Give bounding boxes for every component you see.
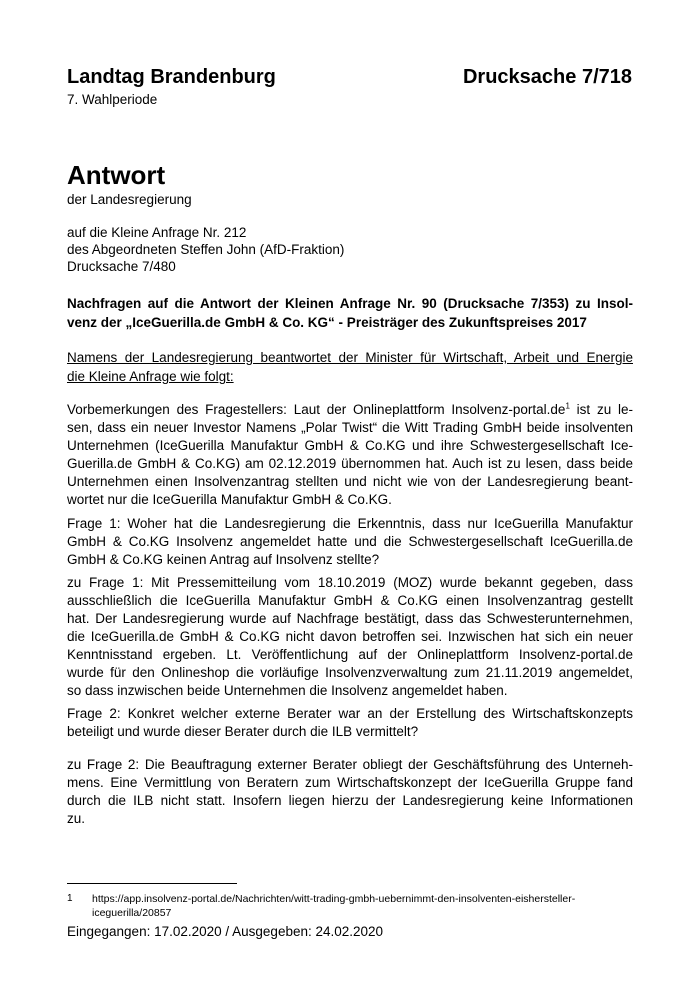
intro-line: Namens der Landesregierung beantwortet der Minister für Wirtschaft, Arbeit und Energie	[67, 350, 633, 365]
reference-block	[67, 224, 633, 275]
footnote-line: https://app.insolvenz-portal.de/Nachrichten/witt-trading-gmbh-uebernimmt-den-insolventen-eishersteller-	[92, 893, 576, 905]
intro-statement	[67, 348, 633, 386]
preliminary-remarks	[67, 401, 633, 509]
answer-line: ausschließlich die IceGuerilla Manufaktur GmbH & Co.KG einen Insolvenzantrag gestellt	[67, 593, 633, 608]
preliminary-line: sen, dass ein neuer Investor Namens „Polar Twist“ die Witt Trading GmbH beide insolventen	[67, 420, 633, 435]
preliminary-line: Unternehmen einen Insolvenzantrag stellten und nicht wie von der Landesregierung beant-	[67, 474, 633, 489]
question-1	[67, 515, 633, 569]
subject-line: Nachfragen auf die Antwort der Kleinen Anfrage Nr. 90 (Drucksache 7/353) zu Insol-	[67, 296, 633, 311]
footnote-marker: 1	[565, 401, 570, 411]
dates-footer: Eingegangen: 17.02.2020 / Ausgegeben: 24.02.2020	[67, 924, 384, 939]
footnote-divider	[67, 883, 237, 884]
answer-line: mens. Eine Vermittlung von Beratern zum Wirtschaftskonzept der IceGuerilla Gruppe fand	[67, 775, 633, 790]
answer-line: hat. Der Landesregierung wurde auf Nachfrage bestätigt, dass das Schwesterunternehmen,	[67, 611, 633, 626]
answer-line: wurde für den Onlineshop die vorläufige Insolvenzverwaltung zum 21.11.2019 angemeldet,	[67, 665, 633, 680]
footnote-line: iceguerilla/20857	[92, 907, 172, 919]
footnote	[67, 892, 633, 920]
question-line: GmbH & Co.KG Insolvenz angemeldet hatte und die Schwestergesellschaft IceGuerilla.de	[67, 534, 633, 549]
answer-line: zu.	[67, 811, 86, 826]
preliminary-text: Vorbemerkungen des Fragestellers: Laut der Onlineplattform Insolvenz-portal.de	[67, 402, 566, 417]
document-number: Drucksache 7/718	[462, 66, 632, 88]
question-line: Frage 1: Woher hat die Landesregierung die Erkenntnis, dass nur IceGuerilla Manufaktur	[67, 516, 633, 531]
answer-line: so dass inzwischen beide Unternehmen die Insolvenz angemeldet haben.	[67, 683, 508, 698]
reference-line: auf die Kleine Anfrage Nr. 212	[67, 225, 247, 240]
footnote-link	[92, 892, 633, 920]
answer-2	[67, 756, 633, 828]
page-subtitle: der Landesregierung	[67, 192, 192, 207]
reference-line: Drucksache 7/480	[67, 259, 176, 274]
preliminary-line: Guerilla.de GmbH & Co.KG) am 02.12.2019 übernommen hat. Auch ist zu lesen, dass beide	[67, 456, 633, 471]
answer-1	[67, 574, 633, 700]
question-line: Frage 2: Konkret welcher externe Berater war an der Erstellung des Wirtschaftskonzepts	[67, 706, 633, 721]
preliminary-line: wortet nur die IceGuerilla Manufaktur GmbH & Co.KG.	[67, 492, 392, 507]
question-line: beteiligt und wurde dieser Berater durch die ILB vermittelt?	[67, 724, 419, 739]
answer-line: Kenntnisstand ergeben. Lt. Veröffentlichung auf der Onlineplattform Insolvenz-portal.de	[67, 647, 633, 662]
parliament-name: Landtag Brandenburg	[67, 66, 276, 88]
page-title: Antwort	[67, 160, 166, 190]
question-2	[67, 705, 633, 741]
answer-line: zu Frage 1: Mit Pressemitteilung vom 18.10.2019 (MOZ) wurde bekannt gegeben, dass	[67, 575, 633, 590]
answer-line: die IceGuerilla.de GmbH & Co.KG nicht davon betroffen sei. Inzwischen hat sich ein neuer	[67, 629, 633, 644]
footnote-number: 1	[67, 893, 73, 904]
subject-heading	[67, 294, 633, 332]
preliminary-text: ist zu le-	[569, 402, 633, 417]
question-line: GmbH & Co.KG keinen Antrag auf Insolvenz stellte?	[67, 552, 380, 567]
subject-line: venz der „IceGuerilla.de GmbH & Co. KG“ - Preisträger des Zukunftspreises 2017	[67, 315, 587, 330]
preliminary-line: Unternehmen (IceGuerilla Manufaktur GmbH & Co.KG und ihre Schwestergesellschaft Ice-	[67, 438, 633, 453]
legislative-period: 7. Wahlperiode	[67, 92, 158, 107]
answer-line: zu Frage 2: Die Beauftragung externer Berater obliegt der Geschäftsführung des Unterneh-	[67, 757, 633, 772]
preliminary-line	[67, 401, 633, 419]
reference-line: des Abgeordneten Steffen John (AfD-Fraktion)	[67, 242, 345, 257]
answer-line: durch die ILB nicht statt. Insofern liegen hierzu der Landesregierung keine Informationen	[67, 793, 633, 808]
intro-line: die Kleine Anfrage wie folgt:	[67, 369, 234, 384]
